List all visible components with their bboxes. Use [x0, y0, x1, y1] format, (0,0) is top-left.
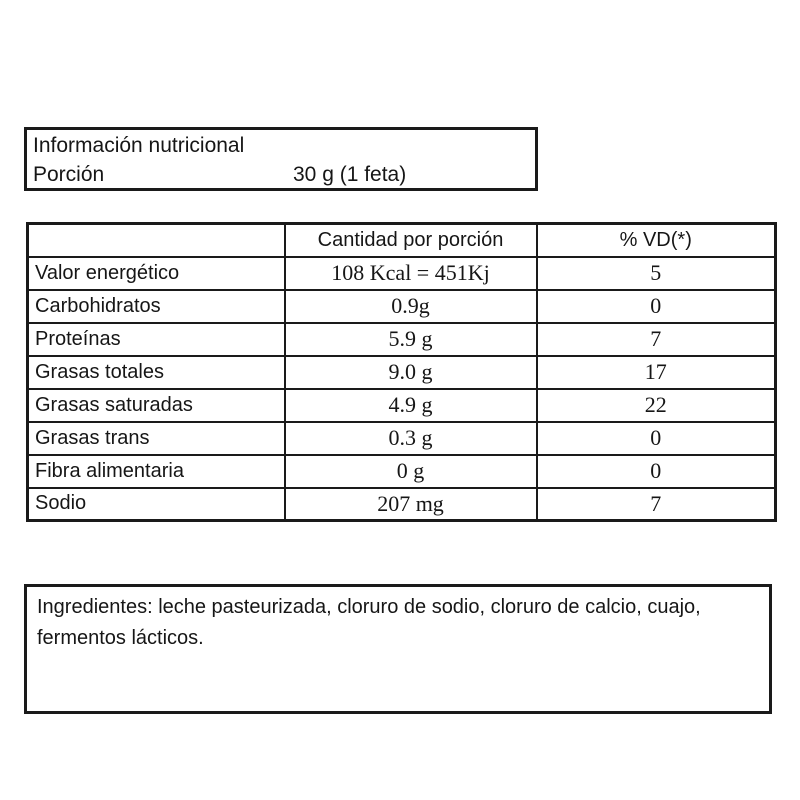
table-row-fibra-alimentaria: [28, 455, 776, 488]
portion-value: 30 g (1 feta): [293, 163, 407, 186]
nutrient-dv: 5: [537, 257, 776, 290]
ingredients-text: Ingredientes: leche pasteurizada, cloruro de sodio, cloruro de calcio, cuajo, fermentos lácticos.: [37, 596, 701, 649]
nutrient-dv: 0: [537, 455, 776, 488]
nutrient-dv: 0: [537, 422, 776, 455]
nutrient-label: Valor energético: [28, 257, 285, 290]
table-row-grasas-totales: [28, 356, 776, 389]
nutrient-amount: 207 mg: [285, 488, 537, 521]
nutrition-table-wrap: [26, 222, 774, 522]
nutrient-label: Proteínas: [28, 323, 285, 356]
header-blank-cell: [28, 224, 285, 257]
table-row-sodio: [28, 488, 776, 521]
header-amount-cell: Cantidad por porción: [285, 224, 537, 257]
nutrient-dv: 22: [537, 389, 776, 422]
nutrient-amount: 108 Kcal = 451Kj: [285, 257, 537, 290]
nutrient-label: Fibra alimentaria: [28, 455, 285, 488]
nutrition-table: [26, 222, 777, 522]
portion-row: [33, 160, 535, 189]
nutrient-amount: 4.9 g: [285, 389, 537, 422]
nutrient-dv: 17: [537, 356, 776, 389]
nutrient-label: Carbohidratos: [28, 290, 285, 323]
nutrient-amount: 0.3 g: [285, 422, 537, 455]
table-header-row: [28, 224, 776, 257]
nutrient-label: Grasas totales: [28, 356, 285, 389]
table-row-proteinas: [28, 323, 776, 356]
table-row-carbohidratos: [28, 290, 776, 323]
nutrient-label: Sodio: [28, 488, 285, 521]
nutrient-dv: 7: [537, 488, 776, 521]
portion-label: Porción: [33, 163, 105, 186]
nutrient-amount: 5.9 g: [285, 323, 537, 356]
nutrient-dv: 0: [537, 290, 776, 323]
nutrient-dv: 7: [537, 323, 776, 356]
table-row-grasas-trans: [28, 422, 776, 455]
nutrient-amount: 0 g: [285, 455, 537, 488]
header-vd-cell: % VD(*): [537, 224, 776, 257]
nutrient-label: Grasas trans: [28, 422, 285, 455]
nutrient-amount: 9.0 g: [285, 356, 537, 389]
table-row-grasas-saturadas: [28, 389, 776, 422]
table-row-valor-energetico: [28, 257, 776, 290]
nutrition-info-header-box: [24, 127, 538, 191]
nutrient-label: Grasas saturadas: [28, 389, 285, 422]
ingredients-box: [24, 584, 772, 714]
nutrient-amount: 0.9g: [285, 290, 537, 323]
nutrition-info-title: Información nutricional: [33, 134, 245, 157]
